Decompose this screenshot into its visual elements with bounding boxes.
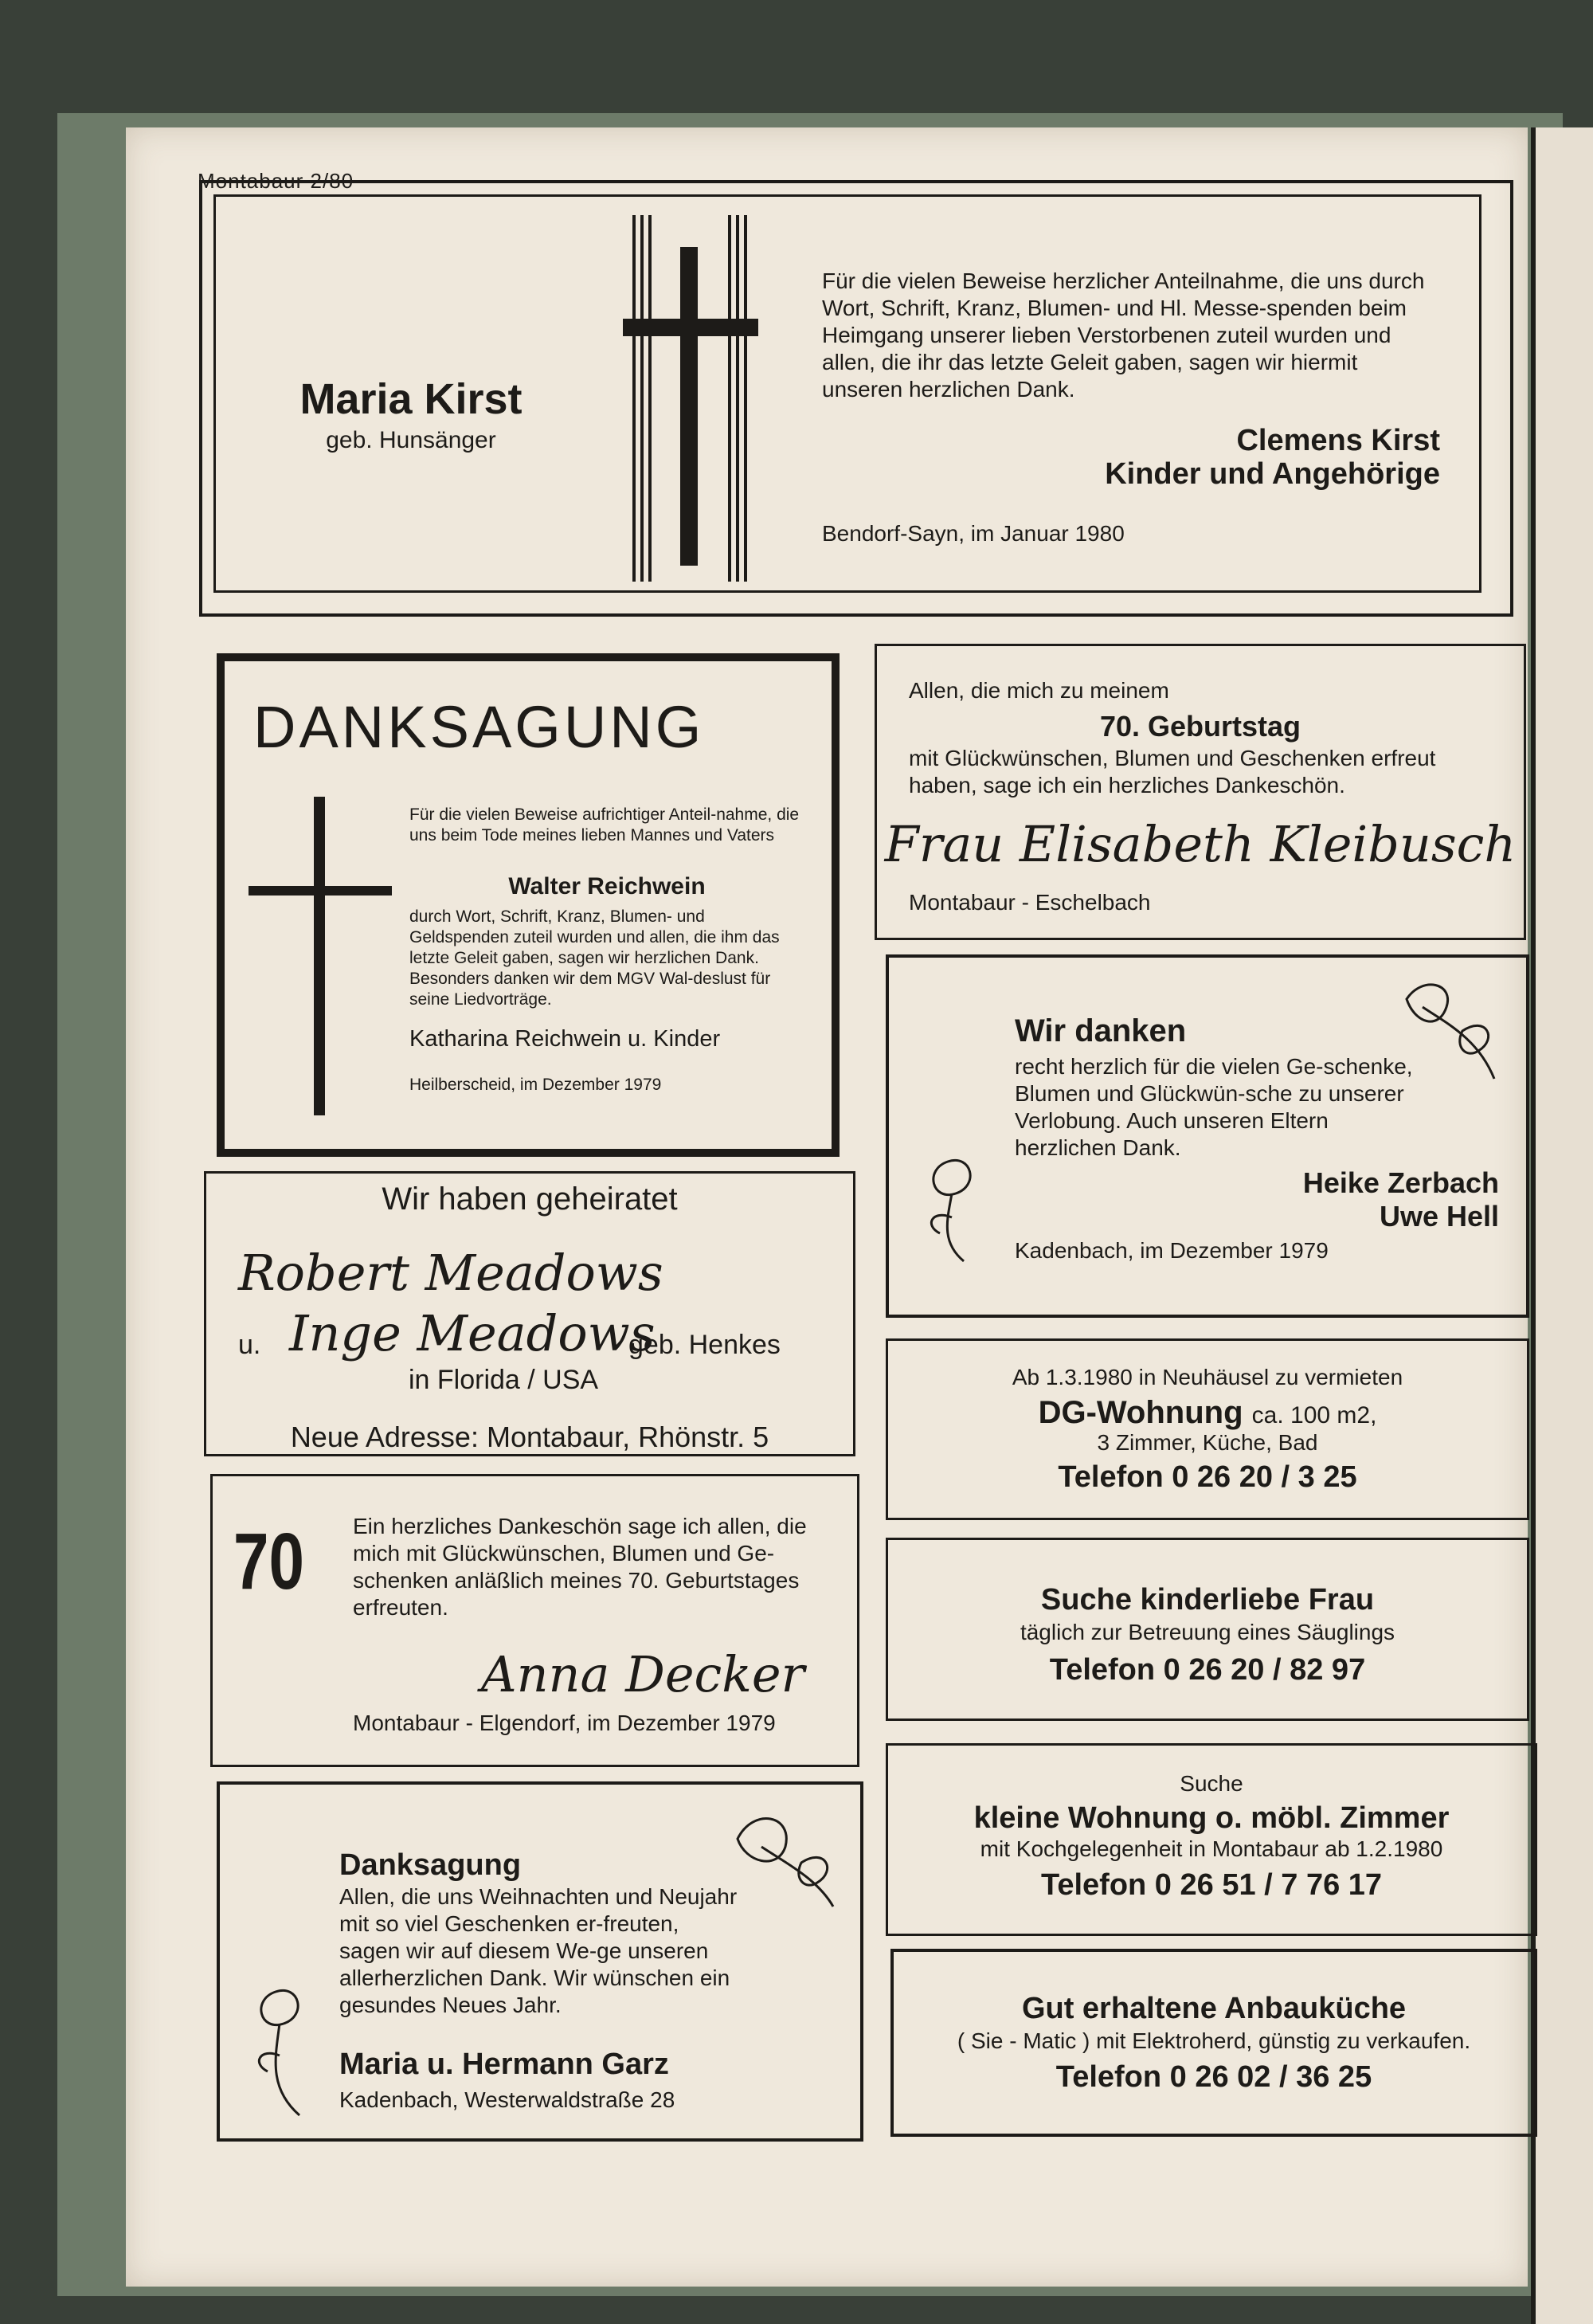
wohnung1-phone: Telefon 0 26 20 / 3 25 [1058, 1460, 1357, 1494]
garz-text: Allen, die uns Weihnachten und Neujahr mit so viel Geschenken er-freuten, sagen wir auf diesem We-ge unseren allerherzlichen Dank. Wir wünschen ein gesundes Neues Jahr. [339, 1884, 738, 2017]
zerbach-sign-1: Heike Zerbach [1302, 1166, 1499, 1199]
kueche-text: ( Sie - Matic ) mit Elektroherd, günstig zu verkaufen. [957, 2028, 1471, 2053]
wohnung1-ad [886, 1338, 1529, 1520]
kirst-sign-2: Kinder und Angehörige [1105, 457, 1440, 491]
frau-text: täglich zur Betreuung eines Säuglings [1020, 1620, 1395, 1644]
kirst-name: Maria Kirst [299, 375, 523, 423]
rose-icon [1399, 975, 1502, 1087]
zerbach-text: recht herzlich für die vielen Ge-schenke, Blumen und Glückwün-sche zu unserer Verlobung. Auch unseren Eltern herzlichen Dank. [1015, 1054, 1413, 1160]
meadows-address: Neue Adresse: Montabaur, Rhönstr. 5 [290, 1421, 769, 1453]
meadows-ad [204, 1171, 855, 1456]
decker-name: Anna Decker [480, 1645, 805, 1703]
kleibusch-place: Montabaur - Eschelbach [909, 890, 1151, 915]
reichwein-title: DANKSAGUNG [253, 694, 705, 760]
decker-place: Montabaur - Elgendorf, im Dezember 1979 [353, 1711, 776, 1735]
frau-phone: Telefon 0 26 20 / 82 97 [1049, 1653, 1366, 1687]
frau-ad [886, 1538, 1529, 1721]
meadows-prefix: u. [238, 1330, 261, 1360]
kueche-ad [890, 1949, 1537, 2137]
zerbach-sign-2: Uwe Hell [1379, 1200, 1499, 1233]
reichwein-text-2: durch Wort, Schrift, Kranz, Blumen- und Geldspenden zuteil wurden und allen, die ihm das letzte Geleit gaben, sagen wir herzlichen Dank. Besonders danken wir dem MGV Wal-deslust für seine Liedvorträge. [409, 907, 780, 1009]
kirst-maiden: geb. Hunsänger [326, 427, 496, 453]
kirst-ad [199, 180, 1513, 617]
cross-icon [241, 797, 392, 1115]
kirst-sign-1: Clemens Kirst [1236, 424, 1440, 457]
wohnung1-line1: Ab 1.3.1980 in Neuhäusel zu vermieten [1012, 1365, 1403, 1389]
reichwein-ad [217, 653, 840, 1157]
garz-ad [217, 1781, 863, 2142]
reichwein-sign: Katharina Reichwein u. Kinder [409, 1026, 721, 1052]
wohnung2-title: kleine Wohnung o. möbl. Zimmer [973, 1801, 1450, 1835]
wohnung2-phone: Telefon 0 26 51 / 7 76 17 [1040, 1868, 1383, 1902]
cross-icon [616, 215, 776, 590]
garz-title: Danksagung [339, 1848, 522, 1882]
frau-title: Suche kinderliebe Frau [1040, 1583, 1375, 1617]
meadows-suffix: geb. Henkes [628, 1330, 781, 1360]
zerbach-place: Kadenbach, im Dezember 1979 [1015, 1238, 1329, 1263]
wohnung1-rooms: 3 Zimmer, Küche, Bad [1097, 1430, 1318, 1455]
kueche-phone: Telefon 0 26 02 / 36 25 [1055, 2060, 1372, 2094]
zerbach-title: Wir danken [1015, 1013, 1187, 1048]
meadows-location: in Florida / USA [409, 1365, 599, 1395]
rose-icon [730, 1807, 841, 1911]
meadows-name-2: Inge Meadows [289, 1304, 656, 1362]
reichwein-place: Heilberscheid, im Dezember 1979 [409, 1076, 662, 1094]
decker-number: 70 [233, 1517, 304, 1606]
decker-text: Ein herzliches Dankeschön sage ich allen, die mich mit Glückwünschen, Blumen und Ge-schenken anläßlich meines 70. Geburtstages erfreuten. [353, 1514, 807, 1620]
rose-icon [916, 1154, 1020, 1265]
garz-place: Kadenbach, Westerwaldstraße 28 [339, 2087, 675, 2112]
kirst-place: Bendorf-Sayn, im Januar 1980 [822, 521, 1125, 546]
reichwein-text-1: Für die vielen Beweise aufrichtiger Anteil-nahme, die uns beim Tode meines lieben Mannes und Vaters [409, 805, 800, 845]
kleibusch-title: 70. Geburtstag [1099, 710, 1301, 743]
kleibusch-ad [875, 644, 1526, 940]
kleibusch-text: mit Glückwünschen, Blumen und Geschenken erfreut haben, sage ich ein herzliches Dankeschön. [909, 746, 1436, 798]
kirst-text: Für die vielen Beweise herzlicher Anteilnahme, die uns durch Wort, Schrift, Kranz, Blumen- und Hl. Messe-spenden beim Heimgang unserer lieben Verstorbenen zuteil wurden und allen, die ihr das letzte Geleit gaben, sagen wir hiermit unseren herzlichen Dank. [822, 268, 1425, 402]
kueche-title: Gut erhaltene Anbauküche [1021, 1992, 1407, 2025]
rose-icon [244, 1984, 339, 2119]
wohnung1-size: ca. 100 m2, [1251, 1402, 1377, 1428]
next-page-edge [1531, 127, 1593, 2324]
reichwein-name: Walter Reichwein [508, 873, 706, 899]
kleibusch-name: Frau Elisabeth Kleibusch [884, 815, 1517, 873]
decker-ad [210, 1474, 859, 1767]
page-header: Montabaur 2/80 [198, 169, 354, 193]
wohnung2-text: mit Kochgelegenheit in Montabaur ab 1.2.1980 [980, 1836, 1443, 1861]
kleibusch-line1: Allen, die mich zu meinem [909, 678, 1169, 703]
wohnung1-title: DG-Wohnung [1038, 1395, 1243, 1430]
garz-sign: Maria u. Hermann Garz [339, 2048, 669, 2081]
meadows-title: Wir haben geheiratet [382, 1182, 678, 1217]
zerbach-ad [886, 954, 1529, 1318]
wohnung2-line1: Suche [1180, 1771, 1243, 1796]
meadows-name-1: Robert Meadows [238, 1244, 663, 1302]
wohnung2-ad [886, 1743, 1537, 1936]
